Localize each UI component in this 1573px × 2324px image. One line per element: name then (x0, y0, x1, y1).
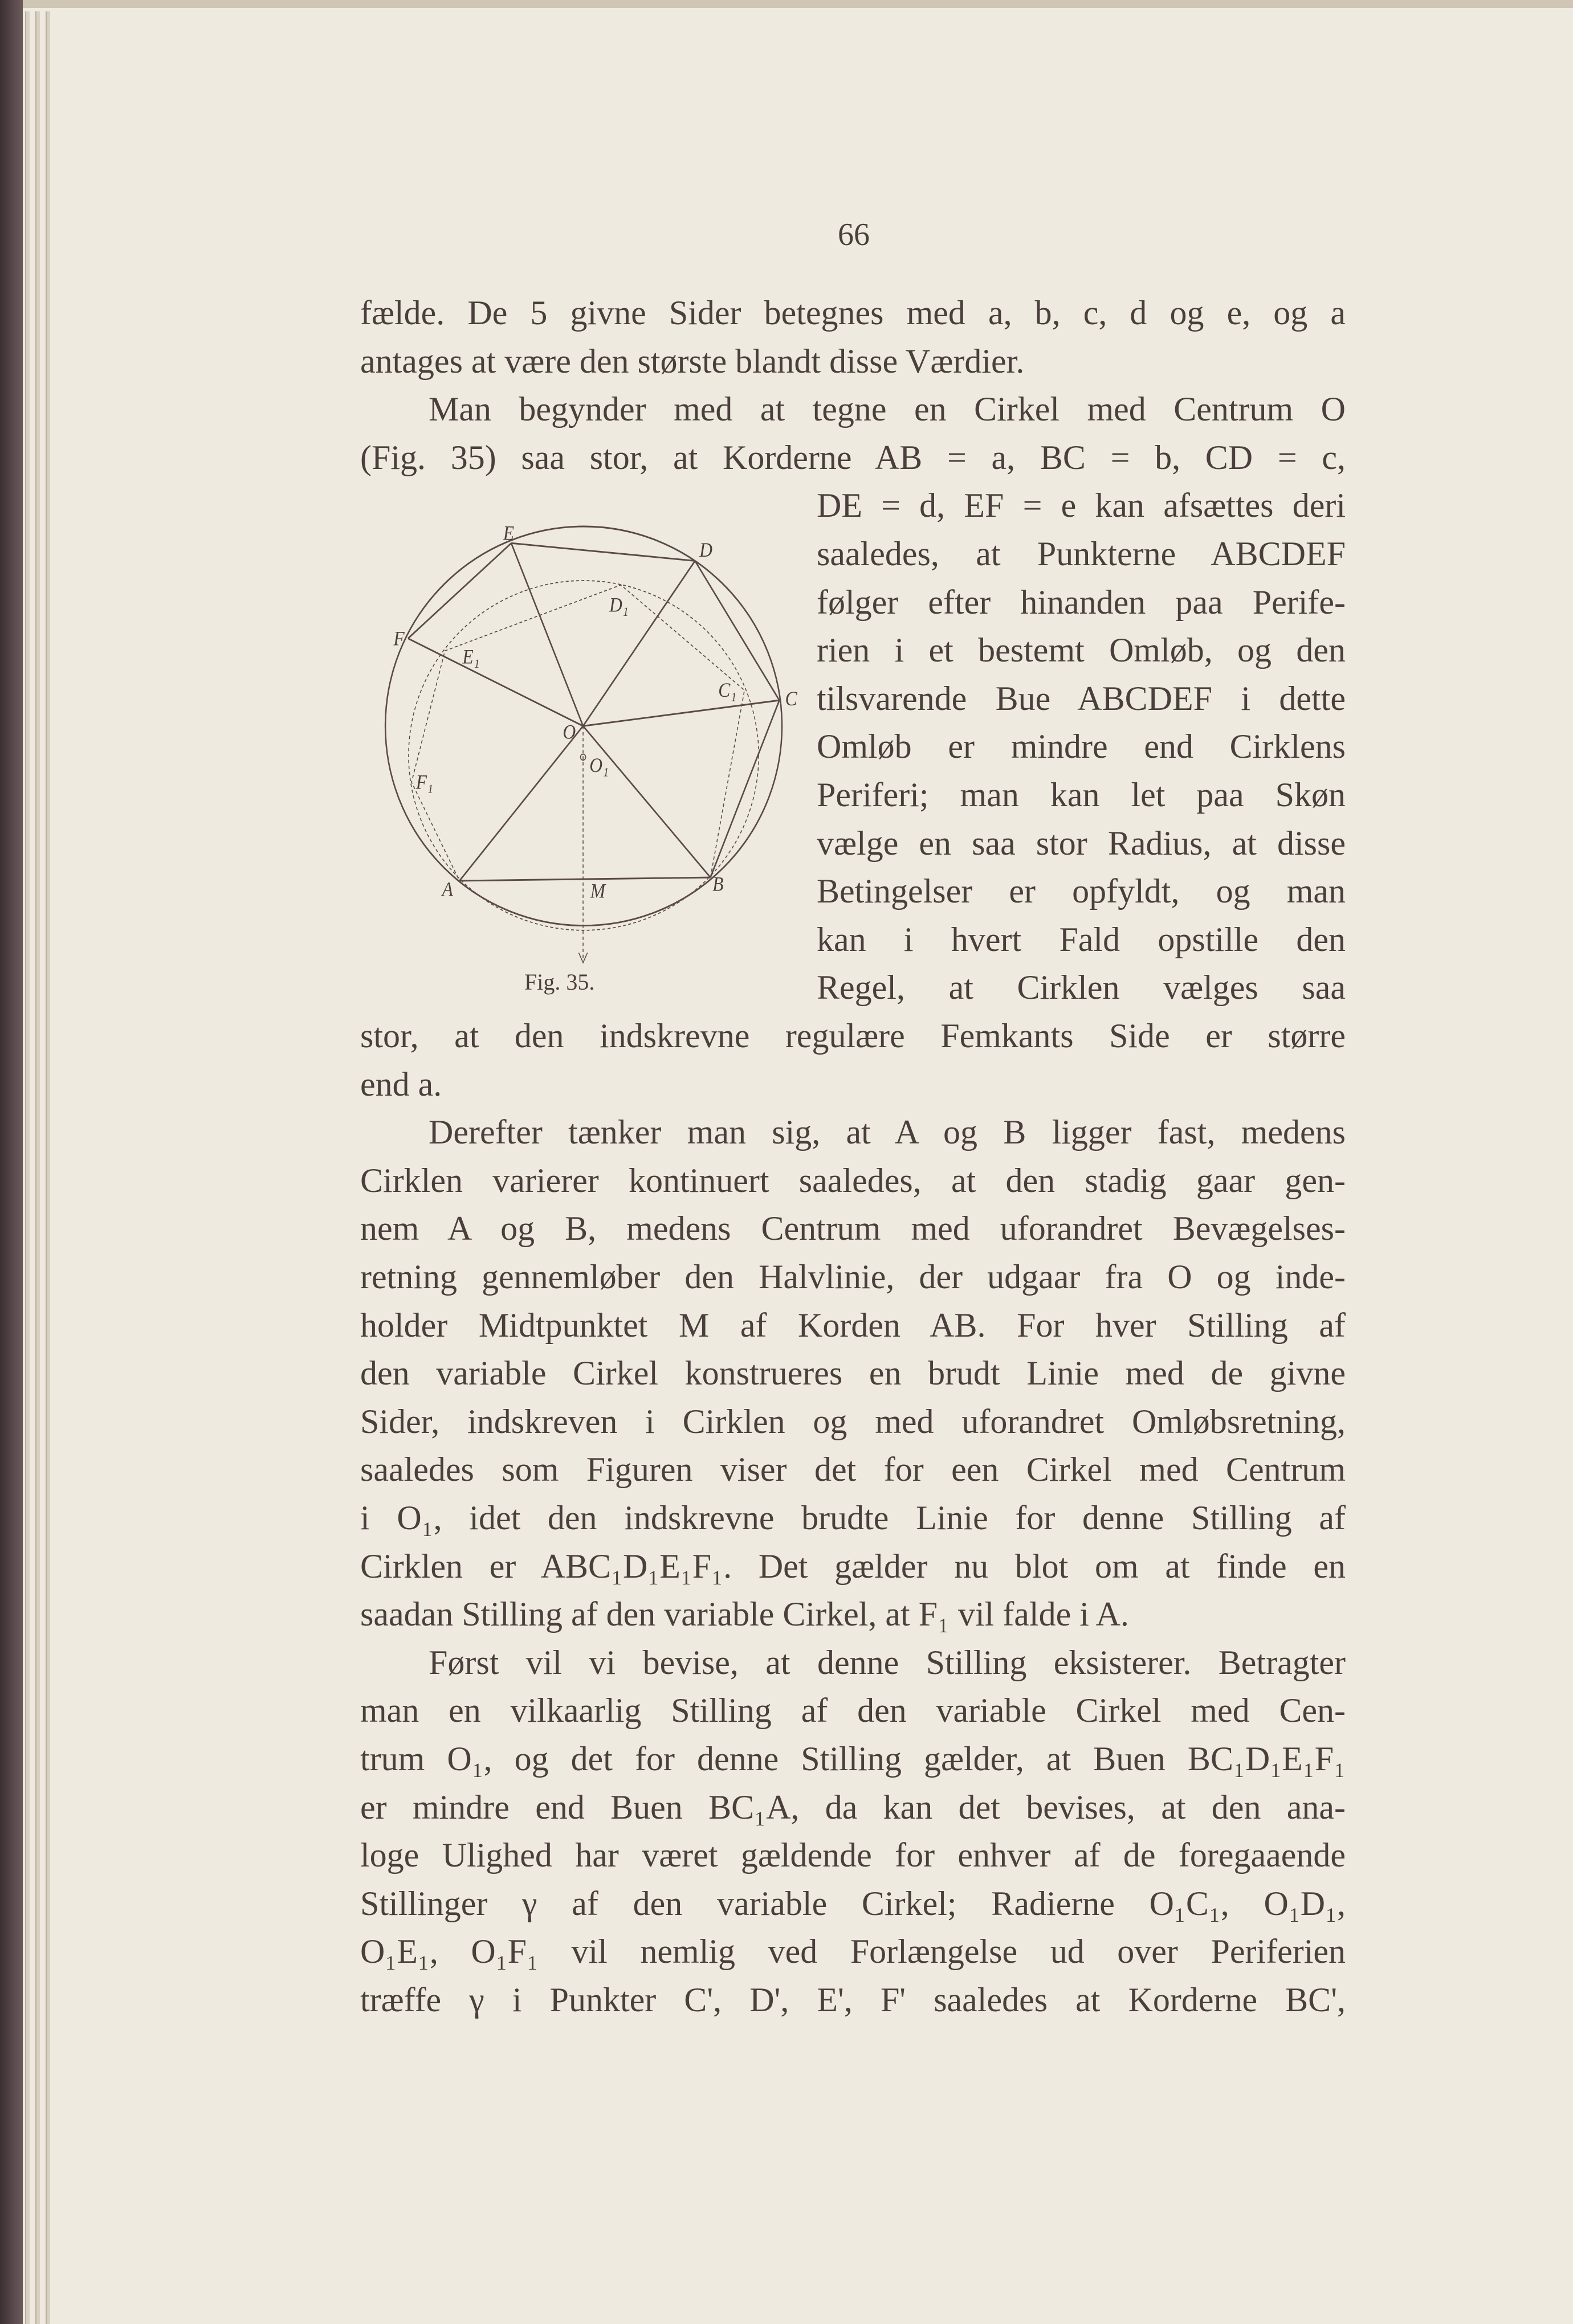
label-o: O (563, 721, 576, 744)
radius-oe (511, 543, 583, 726)
text-line: Betingelser er opfyldt, og man (817, 872, 1346, 910)
radius-ob (583, 726, 710, 877)
text-line: følger efter hinanden paa Perife- (817, 583, 1346, 621)
label-b: B (712, 873, 724, 896)
text-line: fælde. De 5 givne Sider betegnes med a, b, c, d og e, og a (360, 294, 1346, 332)
text-line: træffe γ i Punkter C', D', E', F' saaledes at Korderne BC', (360, 1981, 1346, 2019)
text-line: DE = d, EF = e kan afsættes deri (817, 487, 1346, 525)
text-line: loge Ulighed har været gældende for enhver af de foregaaende (360, 1836, 1346, 1874)
text-line: Sider, indskreven i Cirklen og med uforandret Omløbsretning, (360, 1402, 1346, 1440)
text-line: Stillinger γ af den variable Cirkel; Radierne O₁C₁, O₁D₁, (360, 1884, 1346, 1922)
radius-oa (459, 726, 583, 881)
book-binding (0, 0, 23, 2324)
radius-oc (583, 700, 779, 726)
label-o1: O₁ (589, 754, 609, 777)
text-line: stor, at den indskrevne regulære Femkants Side er større (360, 1017, 1346, 1055)
text-line: rien i et bestemt Omløb, og den (817, 631, 1346, 669)
text-line: er mindre end Buen BC₁A, da kan det bevises, at den ana- (360, 1788, 1346, 1826)
figure-caption: Fig. 35. (524, 969, 595, 995)
text-line: Man begynder med at tegne en Cirkel med Centrum O (429, 390, 1346, 428)
radius-od (583, 561, 695, 726)
text-line: saaledes, at Punkterne ABCDEF (817, 535, 1346, 573)
chord-cd (695, 561, 779, 700)
label-d: D (699, 538, 712, 562)
figure-35-diagram (353, 501, 809, 1026)
text-line: antages at være den største blandt disse Værdier. (360, 342, 1025, 380)
text-line: Derefter tænker man sig, at A og B ligger fast, medens (429, 1113, 1346, 1151)
chord-ef (408, 543, 511, 638)
text-line: Omløb er mindre end Cirklens (817, 728, 1346, 766)
text-line: Cirklen er ABC₁D₁E₁F₁. Det gælder nu blot om at finde en (360, 1547, 1346, 1585)
text-line: kan i hvert Fald opstille den (817, 920, 1346, 958)
text-line: i O₁, idet den indskrevne brudte Linie for denne Stilling af (360, 1499, 1346, 1537)
text-line: saadan Stilling af den variable Cirkel, at F₁ vil falde i A. (360, 1595, 1129, 1633)
text-line: man en vilkaarlig Stilling af den variable Cirkel med Cen- (360, 1692, 1346, 1730)
text-line: Regel, at Cirklen vælges saa (817, 969, 1346, 1007)
label-e1: E₁ (462, 646, 480, 669)
text-line: retning gennemløber den Halvlinie, der udgaar fra O og inde- (360, 1258, 1346, 1296)
page-number: 66 (838, 217, 870, 252)
page-edge (25, 11, 30, 2324)
chord-bc (711, 700, 780, 877)
text-line: vælge en saa stor Radius, at disse (817, 824, 1346, 862)
text-line: (Fig. 35) saa stor, at Korderne AB = a, BC = b, CD = c, (360, 438, 1346, 476)
chord-ab (459, 877, 710, 881)
label-d1: D₁ (609, 594, 629, 617)
label-f: F (393, 627, 405, 650)
label-c1: C₁ (718, 679, 737, 702)
text-line: O₁E₁, O₁F₁ vil nemlig ved Forlængelse ud over Periferien (360, 1933, 1346, 1971)
label-m: M (590, 880, 606, 902)
text-line: Periferi; man kan let paa Skøn (817, 776, 1346, 814)
text-line: Cirklen varierer kontinuert saaledes, at den stadig gaar gen- (360, 1161, 1346, 1199)
text-line: tilsvarende Bue ABCDEF i dette (817, 679, 1346, 717)
label-a: A (442, 878, 453, 901)
label-c: C (785, 687, 797, 710)
text-line: den variable Cirkel konstrueres en brudt Linie med de givne (360, 1354, 1346, 1392)
text-line: Først vil vi bevise, at denne Stilling eksisterer. Betragter (429, 1643, 1346, 1681)
page-top-edge (23, 0, 1573, 8)
radius-of (408, 639, 583, 726)
label-f1: F₁ (415, 771, 434, 794)
text-line: saaledes som Figuren viser det for een Cirkel med Centrum (360, 1451, 1346, 1489)
page-edge (35, 11, 40, 2324)
text-line: holder Midtpunktet M af Korden AB. For hver Stilling af (360, 1306, 1346, 1344)
text-line: end a. (360, 1065, 442, 1103)
text-line: nem A og B, medens Centrum med uforandret Bevægelses- (360, 1210, 1346, 1248)
text-line: trum O₁, og det for denne Stilling gælder, at Buen BC₁D₁E₁F₁ (360, 1740, 1346, 1778)
page-edge (46, 11, 50, 2324)
label-e: E (503, 522, 515, 545)
